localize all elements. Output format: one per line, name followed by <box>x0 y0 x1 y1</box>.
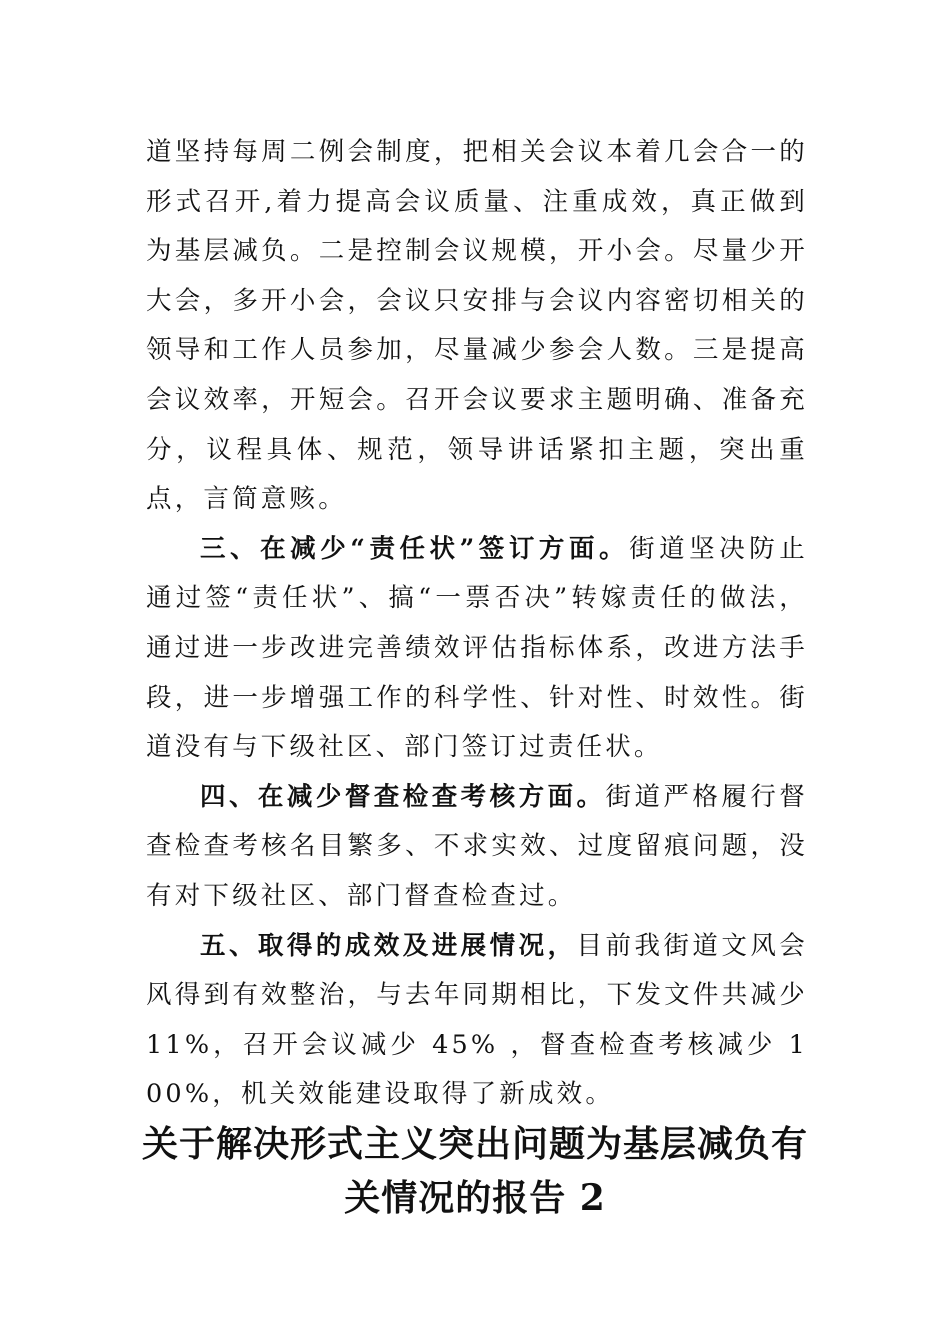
report-title <box>110 1117 840 1225</box>
paragraph-heading: 四、在减少督查检查考核方面。 <box>200 781 606 812</box>
paragraph-results <box>146 922 808 1120</box>
report-title-line-1: 关于解决形式主义突出问题为基层减负有 <box>141 1123 808 1165</box>
paragraph-text: 目前我街道文风会风得到有效整治，与去年同期相比，下发文件共减少 11%，召开会议减少 45% ，督查检查考核减少 100%，机关效能建设取得了新成效。 <box>146 930 808 1110</box>
report-title-line-2: 关情况的报告 2 <box>344 1177 606 1219</box>
paragraph-heading: 五、取得的成效及进展情况， <box>200 930 577 961</box>
paragraph-responsibility-letters <box>146 525 808 773</box>
paragraph-text: 街道坚决防止通过签“责任状”、搞“一票否决”转嫁责任的做法，通过进一步改进完善绩效评估指标体系，改进方法手段，进一步增强工作的科学性、针对性、时效性。街道没有与下级社区、部门签订过责任状。 <box>146 533 809 763</box>
paragraph-inspections <box>146 773 808 922</box>
paragraph-text: 街道严格履行督查检查考核名目繁多、不求实效、过度留痕问题，没有对下级社区、部门督查检查过。 <box>146 781 808 911</box>
paragraph-heading: 三、在减少“责任状”签订方面。 <box>200 533 630 564</box>
paragraph-meetings <box>146 128 808 525</box>
paragraph-text: 道坚持每周二例会制度，把相关会议本着几会合一的形式召开,着力提高会议质量、注重成效，真正做到为基层减负。二是控制会议规模，开小会。尽量少开大会，多开小会，会议只安排与会议内容密切相关的领导和工作人员参加，尽量减少参会人数。三是提高会议效率，开短会。召开会议要求主题明确、准备充分，议程具体、规范，领导讲话紧扣主题，突出重点，言简意赅。 <box>146 137 808 515</box>
document-body <box>146 128 808 1120</box>
